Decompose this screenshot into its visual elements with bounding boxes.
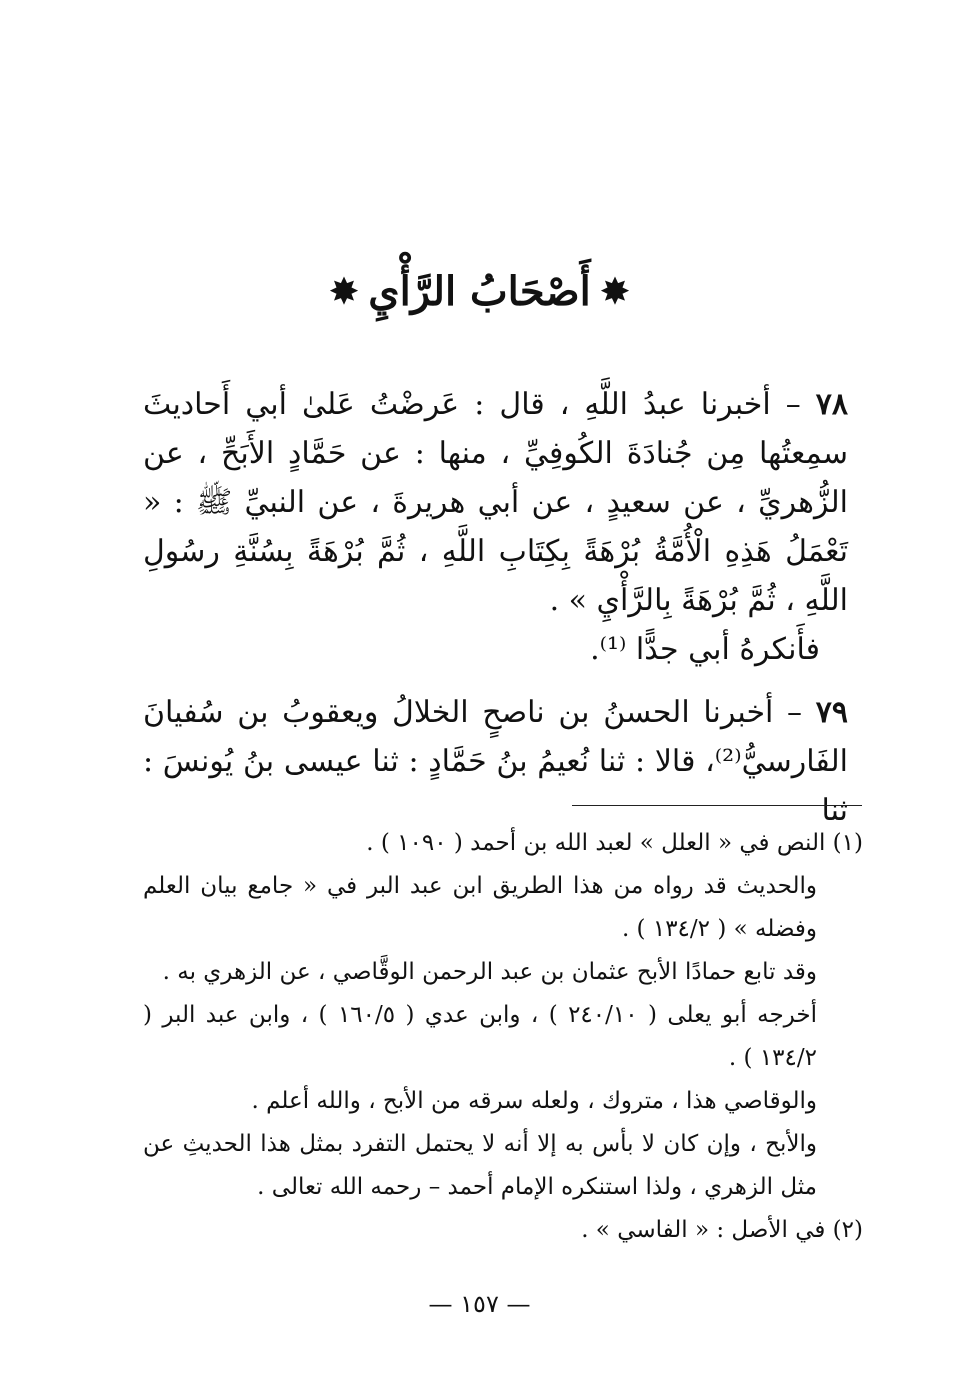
footnote-paragraph: أخرجه أبو يعلى ( ٢٤٠/١٠ ) ، وابن عدي ( ١٦٠/٥ ) ، وابن عبد البر ( ١٣٤/٢ ) . [143,1002,817,1071]
chapter-title-text: أَصْحَابُ الرَّأْيِ [368,268,591,315]
footnote-paragraph: والأبح ، وإن كان لا بأس به إلا أنه لا يحتمل التفرد بمثل هذا الحديثِ عن مثل الزهري ، ولذا استنكره الإمام أحمد – رحمه الله تعالى . [143,1131,817,1200]
star-ornament-icon: ✸ [329,272,359,312]
footnote-2: (٢) في الأصل : « الفاسي » . [581,1217,863,1243]
page-number: — ١٥٧ — [428,1290,531,1318]
footnotes [143,822,863,1252]
hadith-number: ٧٩ [815,695,848,730]
footnote-paragraph: وقد تابع حمادًا الأبح عثمان بن عبد الرحمن الوقَّاصي ، عن الزهري به . [162,959,817,985]
footnote-1: (١) النص في « العلل » لعبد الله بن أحمد ( ١٠٩٠ ) . [366,830,863,856]
footnote-paragraph: والوقاصي هذا ، متروك ، ولعله سرقه من الأبح ، والله أعلم . [251,1088,817,1114]
hadith-78 [143,380,848,625]
hadith-78-followup: فأَنكرهُ أبي جدًّا ⁽¹⁾. [590,632,820,667]
chapter-title [0,268,959,315]
hadith-79 [143,688,848,835]
star-ornament-icon: ✸ [600,272,630,312]
hadith-number: ٧٨ [815,387,848,422]
hadith-text: – أخبرنا الحسنُ بن ناصحٍ الخلالُ ويعقوبُ بن سُفيانَ الفَارسيُّ⁽²⁾، قالا : ثنا نُعيمُ بنُ حَمَّادٍ : ثنا عيسى بنُ يُونسَ : ثنا [143,695,848,828]
main-text [143,380,848,835]
hadith-text: – أخبرنا عبدُ اللَّهِ ، قال : عَرضْتُ عَلىٰ أبي أَحاديثَ سمِعتُها مِن جُنادَةَ الكُوفِيِّ ، منها : عن حَمَّادٍ الأَبَحِّ ، عن الزُّهريِّ ، عن سعيدٍ ، عن أبي هريرةَ ، عن النبيِّ ﷺ : « تَعْمَلُ هَذِهِ الْأُمَّةُ بُرْهَةً بِكِتَابِ اللَّهِ ، ثُمَّ بُرْهَةً بِسُنَّةِ رسُولِ اللَّهِ ، ثُمَّ بُرْهَةً بِالرَّأْيِ » . [143,387,848,618]
footnote-separator [572,805,862,806]
footnote-paragraph: والحديث قد رواه من هذا الطريق ابن عبد البر في « جامع بيان العلم وفضله » ( ١٣٤/٢ ) . [143,873,817,942]
